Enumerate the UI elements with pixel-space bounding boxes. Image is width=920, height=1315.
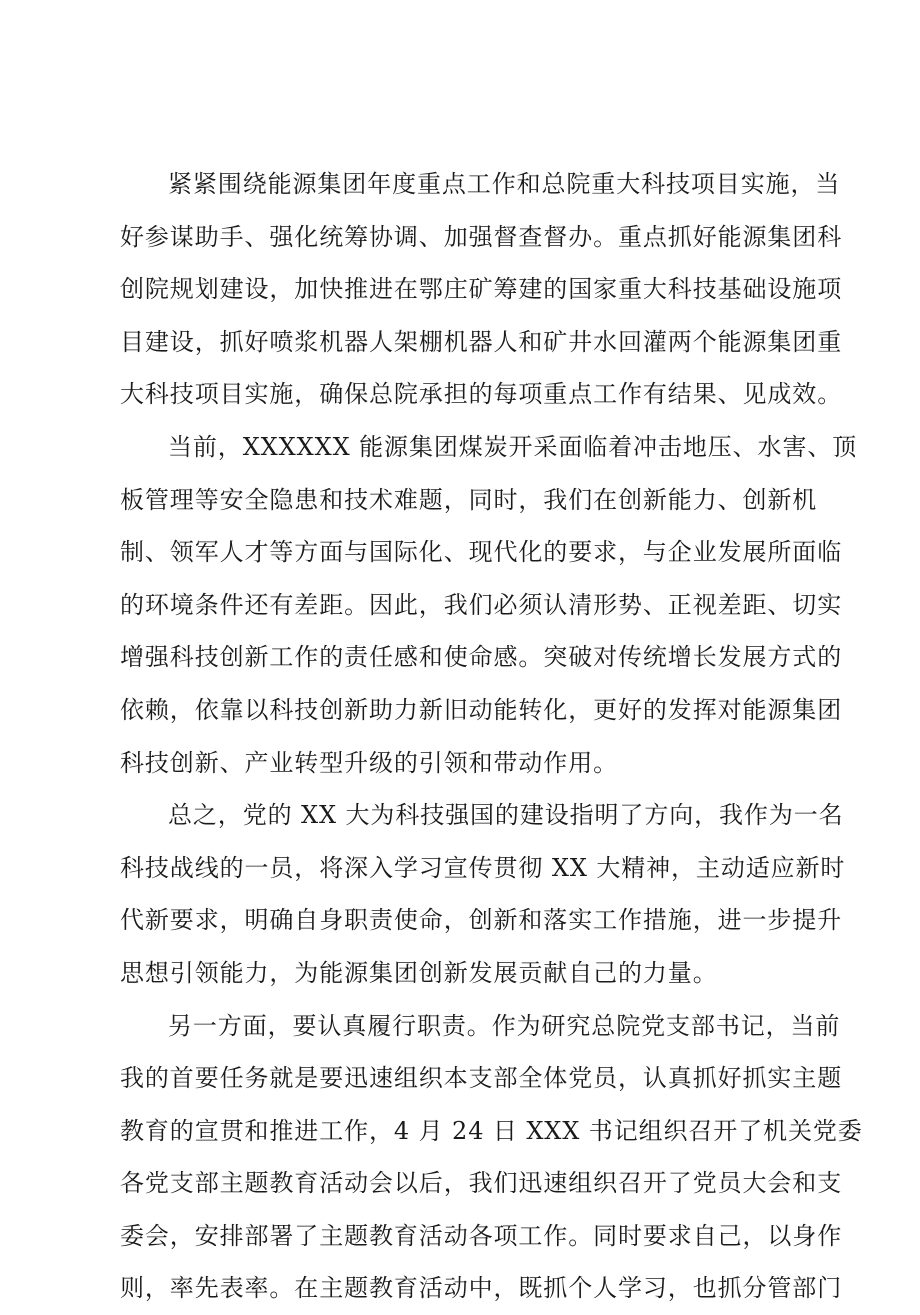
- paragraph-3: [120, 789, 800, 999]
- text-line: 委会，安排部署了主题教育活动各项工作。同时要求自己，以身作: [120, 1210, 800, 1263]
- document-body: [120, 158, 800, 1315]
- text-line: 我的首要任务就是要迅速组织本支部全体党员，认真抓好抓实主题: [120, 1052, 800, 1105]
- text-line: 代新要求，明确自身职责使命，创新和落实工作措施，进一步提升: [120, 894, 800, 947]
- text-line: 教育的宣贯和推进工作，4 月 24 日 XXX 书记组织召开了机关党委: [120, 1105, 800, 1158]
- text-line: 紧紧围绕能源集团年度重点工作和总院重大科技项目实施，当: [120, 158, 800, 211]
- text-line: 大科技项目实施，确保总院承担的每项重点工作有结果、见成效。: [120, 368, 800, 421]
- text-line: 依赖，依靠以科技创新助力新旧动能转化，更好的发挥对能源集团: [120, 684, 800, 737]
- paragraph-2: [120, 421, 800, 789]
- paragraph-4: [120, 1000, 800, 1315]
- text-line: 则，率先表率。在主题教育活动中，既抓个人学习，也抓分管部门: [120, 1262, 800, 1315]
- text-line: 好参谋助手、强化统筹协调、加强督查督办。重点抓好能源集团科: [120, 211, 800, 264]
- text-line: 创院规划建设，加快推进在鄂庄矿筹建的国家重大科技基础设施项: [120, 263, 800, 316]
- text-line: 当前，XXXXXX 能源集团煤炭开采面临着冲击地压、水害、顶: [120, 421, 800, 474]
- text-line: 增强科技创新工作的责任感和使命感。突破对传统增长发展方式的: [120, 631, 800, 684]
- text-line: 另一方面，要认真履行职责。作为研究总院党支部书记，当前: [120, 1000, 800, 1053]
- text-line: 科技创新、产业转型升级的引领和带动作用。: [120, 737, 800, 790]
- text-line: 的环境条件还有差距。因此，我们必须认清形势、正视差距、切实: [120, 579, 800, 632]
- text-line: 各党支部主题教育活动会以后，我们迅速组织召开了党员大会和支: [120, 1157, 800, 1210]
- text-line: 目建设，抓好喷浆机器人架棚机器人和矿井水回灌两个能源集团重: [120, 316, 800, 369]
- text-line: 思想引领能力，为能源集团创新发展贡献自己的力量。: [120, 947, 800, 1000]
- paragraph-1: [120, 158, 800, 421]
- text-line: 制、领军人才等方面与国际化、现代化的要求，与企业发展所面临: [120, 526, 800, 579]
- text-line: 科技战线的一员，将深入学习宣传贯彻 XX 大精神，主动适应新时: [120, 842, 800, 895]
- text-line: 总之，党的 XX 大为科技强国的建设指明了方向，我作为一名: [120, 789, 800, 842]
- text-line: 板管理等安全隐患和技术难题，同时，我们在创新能力、创新机: [120, 474, 800, 527]
